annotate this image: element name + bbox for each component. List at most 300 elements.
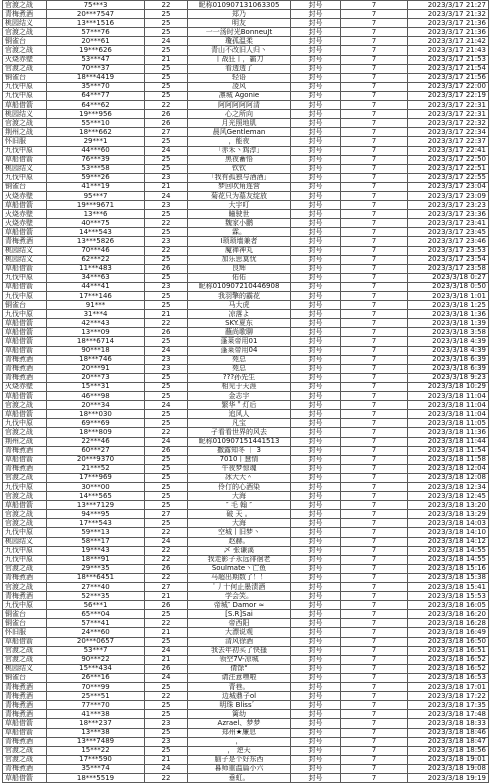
account-cell[interactable]: 44***60 xyxy=(47,146,145,155)
action-cell[interactable]: 封号 xyxy=(291,101,341,110)
datetime-cell[interactable]: 2023/3/18 16:52 xyxy=(408,664,489,673)
level-cell[interactable]: 22 xyxy=(145,101,188,110)
server-cell[interactable]: 官渡之战 xyxy=(3,655,47,664)
account-cell[interactable]: 26***16 xyxy=(47,673,145,682)
level-cell[interactable]: 24 xyxy=(145,191,188,200)
datetime-cell[interactable]: 2023/3/18 18:33 xyxy=(408,719,489,728)
account-cell[interactable]: 24***60 xyxy=(47,628,145,637)
nickname-cell[interactable]: 领空7V-凉城 xyxy=(188,655,291,664)
account-cell[interactable]: 52***35 xyxy=(47,592,145,601)
days-cell[interactable]: 7 xyxy=(341,19,408,28)
days-cell[interactable]: 7 xyxy=(341,10,408,19)
level-cell[interactable]: 25 xyxy=(145,373,188,382)
action-cell[interactable]: 封号 xyxy=(291,210,341,219)
datetime-cell[interactable]: 2023/3/17 21:43 xyxy=(408,46,489,55)
account-cell[interactable]: 17***543 xyxy=(47,519,145,528)
server-cell[interactable]: 草船借箭 xyxy=(3,228,47,237)
level-cell[interactable]: 25 xyxy=(145,464,188,473)
level-cell[interactable]: 23 xyxy=(145,237,188,246)
datetime-cell[interactable]: 2023/3/18 17:48 xyxy=(408,710,489,719)
days-cell[interactable]: 7 xyxy=(341,482,408,491)
action-cell[interactable]: 封号 xyxy=(291,573,341,582)
datetime-cell[interactable]: 2023/3/17 22:51 xyxy=(408,164,489,173)
account-cell[interactable]: 53***47 xyxy=(47,55,145,64)
datetime-cell[interactable]: 2023/3/18 11:36 xyxy=(408,428,489,437)
datetime-cell[interactable]: 2023/3/18 10:29 xyxy=(408,382,489,391)
datetime-cell[interactable]: 2023/3/18 13:29 xyxy=(408,510,489,519)
server-cell[interactable]: 铜雀台 xyxy=(3,182,47,191)
nickname-cell[interactable]: 凡宝 xyxy=(188,419,291,428)
nickname-cell[interactable]: 轻语 xyxy=(188,73,291,82)
days-cell[interactable]: 7 xyxy=(341,664,408,673)
nickname-cell[interactable]: Soulmate丶亡鱼 xyxy=(188,564,291,573)
days-cell[interactable]: 7 xyxy=(341,219,408,228)
nickname-cell[interactable]: 金志宇 xyxy=(188,392,291,401)
days-cell[interactable]: 7 xyxy=(341,583,408,592)
server-cell[interactable]: 官渡之战 xyxy=(3,564,47,573)
server-cell[interactable]: 草船借箭 xyxy=(3,410,47,419)
server-cell[interactable]: 草船借箭 xyxy=(3,155,47,164)
action-cell[interactable]: 封号 xyxy=(291,55,341,64)
action-cell[interactable]: 封号 xyxy=(291,246,341,255)
server-cell[interactable]: 青梅煮酒 xyxy=(3,573,47,582)
level-cell[interactable]: 21 xyxy=(145,755,188,764)
action-cell[interactable]: 封号 xyxy=(291,737,341,746)
datetime-cell[interactable]: 2023/3/17 21:36 xyxy=(408,28,489,37)
action-cell[interactable]: 封号 xyxy=(291,182,341,191)
level-cell[interactable]: 26 xyxy=(145,110,188,119)
account-cell[interactable]: 17***969 xyxy=(47,473,145,482)
account-cell[interactable]: 46***98 xyxy=(47,392,145,401)
days-cell[interactable]: 7 xyxy=(341,46,408,55)
datetime-cell[interactable]: 2023/3/18 0:50 xyxy=(408,282,489,291)
datetime-cell[interactable]: 2023/3/17 21:42 xyxy=(408,37,489,46)
server-cell[interactable]: 官渡之战 xyxy=(3,646,47,655)
datetime-cell[interactable]: 2023/3/18 11:04 xyxy=(408,410,489,419)
nickname-cell[interactable]: 空城丨旧梦丶 xyxy=(188,528,291,537)
server-cell[interactable]: 官渡之战 xyxy=(3,46,47,55)
nickname-cell[interactable]: 清风徐酒 xyxy=(188,637,291,646)
server-cell[interactable]: 草船借箭 xyxy=(3,201,47,210)
nickname-cell[interactable]: 蓬莱帝用04 xyxy=(188,346,291,355)
level-cell[interactable]: 25 xyxy=(145,382,188,391)
action-cell[interactable]: 封号 xyxy=(291,82,341,91)
datetime-cell[interactable]: 2023/3/18 13:20 xyxy=(408,501,489,510)
server-cell[interactable]: 铜雀台 xyxy=(3,73,47,82)
datetime-cell[interactable]: 2023/3/18 12:34 xyxy=(408,482,489,491)
server-cell[interactable]: 九伐中原 xyxy=(3,601,47,610)
server-cell[interactable]: 火烧赤壁 xyxy=(3,191,47,200)
account-cell[interactable]: 14***565 xyxy=(47,492,145,501)
datetime-cell[interactable]: 2023/3/17 23:54 xyxy=(408,255,489,264)
action-cell[interactable]: 封号 xyxy=(291,455,341,464)
server-cell[interactable]: 青梅煮酒 xyxy=(3,364,47,373)
nickname-cell[interactable]: 倩馀° xyxy=(188,664,291,673)
days-cell[interactable]: 7 xyxy=(341,310,408,319)
server-cell[interactable]: 铜雀台 xyxy=(3,610,47,619)
nickname-cell[interactable]: 大海 xyxy=(188,519,291,528)
datetime-cell[interactable]: 2023/3/17 23:53 xyxy=(408,246,489,255)
nickname-cell[interactable]: 晨风Gentleman xyxy=(188,128,291,137)
days-cell[interactable]: 7 xyxy=(341,246,408,255)
nickname-cell[interactable]: 马超出期数了！！ xyxy=(188,573,291,582)
level-cell[interactable]: 25 xyxy=(145,337,188,346)
server-cell[interactable]: 草船借箭 xyxy=(3,337,47,346)
account-cell[interactable]: 53***58 xyxy=(47,164,145,173)
days-cell[interactable]: 7 xyxy=(341,201,408,210)
action-cell[interactable]: 封号 xyxy=(291,437,341,446)
action-cell[interactable]: 封号 xyxy=(291,137,341,146)
level-cell[interactable]: 26 xyxy=(145,328,188,337)
nickname-cell[interactable]: 瓊孤温柔 xyxy=(188,37,291,46)
nickname-cell[interactable]: ﾟ丿十何止墨渍酒 xyxy=(188,583,291,592)
nickname-cell[interactable]: 苑总 xyxy=(188,355,291,364)
action-cell[interactable]: 封号 xyxy=(291,337,341,346)
datetime-cell[interactable]: 2023/3/17 22:31 xyxy=(408,101,489,110)
level-cell[interactable]: 25 xyxy=(145,155,188,164)
level-cell[interactable]: 25 xyxy=(145,610,188,619)
account-cell[interactable]: 18***237 xyxy=(47,719,145,728)
days-cell[interactable]: 7 xyxy=(341,555,408,564)
level-cell[interactable]: 24 xyxy=(145,37,188,46)
days-cell[interactable]: 7 xyxy=(341,337,408,346)
account-cell[interactable]: 60***27 xyxy=(47,446,145,455)
level-cell[interactable]: 25 xyxy=(145,292,188,301)
server-cell[interactable]: 官渡之战 xyxy=(3,473,47,482)
datetime-cell[interactable]: 2023/3/17 21:36 xyxy=(408,19,489,28)
nickname-cell[interactable]: 追风人 xyxy=(188,410,291,419)
server-cell[interactable]: 草船借箭 xyxy=(3,319,47,328)
nickname-cell[interactable]: 一一汤时光BonneuJt xyxy=(188,28,291,37)
datetime-cell[interactable]: 2023/3/18 16:52 xyxy=(408,655,489,664)
account-cell[interactable]: 11***483 xyxy=(47,264,145,273)
datetime-cell[interactable]: 2023/3/18 12:45 xyxy=(408,492,489,501)
server-cell[interactable]: 草船借箭 xyxy=(3,101,47,110)
nickname-cell[interactable]: 我去年初买了快搔 xyxy=(188,646,291,655)
nickname-cell[interactable]: 蓬莱帝用01 xyxy=(188,337,291,346)
level-cell[interactable]: 26 xyxy=(145,119,188,128)
server-cell[interactable]: 火烧赤壁 xyxy=(3,55,47,64)
nickname-cell[interactable]: 昵称010907131063305 xyxy=(188,1,291,10)
level-cell[interactable]: 25 xyxy=(145,19,188,28)
nickname-cell[interactable]: 大漂说观 xyxy=(188,628,291,637)
nickname-cell[interactable]: 阿阿阿阿阿清 xyxy=(188,101,291,110)
server-cell[interactable]: 青梅煮酒 xyxy=(3,10,47,19)
account-cell[interactable]: 13***38 xyxy=(47,728,145,737)
level-cell[interactable]: 25 xyxy=(145,492,188,501)
nickname-cell[interactable]: 赵赫。 xyxy=(188,537,291,546)
level-cell[interactable]: 25 xyxy=(145,301,188,310)
days-cell[interactable]: 7 xyxy=(341,164,408,173)
nickname-cell[interactable]: Azrael、梦梦 xyxy=(188,719,291,728)
action-cell[interactable]: 封号 xyxy=(291,583,341,592)
days-cell[interactable]: 7 xyxy=(341,410,408,419)
datetime-cell[interactable]: 2023/3/18 19:19 xyxy=(408,773,489,782)
days-cell[interactable]: 7 xyxy=(341,637,408,646)
account-cell[interactable]: 20***9370 xyxy=(47,455,145,464)
level-cell[interactable]: 25 xyxy=(145,410,188,419)
action-cell[interactable]: 封号 xyxy=(291,146,341,155)
action-cell[interactable]: 封号 xyxy=(291,728,341,737)
action-cell[interactable]: 封号 xyxy=(291,91,341,100)
account-cell[interactable]: 18***662 xyxy=(47,128,145,137)
datetime-cell[interactable]: 2023/3/18 1:36 xyxy=(408,310,489,319)
account-cell[interactable]: 17***146 xyxy=(47,292,145,301)
days-cell[interactable]: 7 xyxy=(341,392,408,401)
nickname-cell[interactable]: ″ 毛 翰 ″ xyxy=(188,501,291,510)
nickname-cell[interactable]: 青巷。 xyxy=(188,683,291,692)
days-cell[interactable]: 7 xyxy=(341,191,408,200)
level-cell[interactable]: 25 xyxy=(145,701,188,710)
server-cell[interactable]: 桃园结义 xyxy=(3,19,47,28)
level-cell[interactable]: 27 xyxy=(145,583,188,592)
account-cell[interactable]: 13***09 xyxy=(47,328,145,337)
days-cell[interactable]: 7 xyxy=(341,683,408,692)
days-cell[interactable]: 7 xyxy=(341,537,408,546)
server-cell[interactable]: 九伐中原 xyxy=(3,528,47,537)
server-cell[interactable]: 九伐中原 xyxy=(3,91,47,100)
nickname-cell[interactable]: 苑总 xyxy=(188,364,291,373)
account-cell[interactable]: 25***51 xyxy=(47,692,145,701)
account-cell[interactable]: 15***22 xyxy=(47,746,145,755)
nickname-cell[interactable]: 郑乃 xyxy=(188,10,291,19)
action-cell[interactable]: 封号 xyxy=(291,428,341,437)
days-cell[interactable]: 7 xyxy=(341,364,408,373)
days-cell[interactable]: 7 xyxy=(341,91,408,100)
server-cell[interactable]: 铜雀台 xyxy=(3,673,47,682)
datetime-cell[interactable]: 2023/3/17 22:34 xyxy=(408,128,489,137)
days-cell[interactable]: 7 xyxy=(341,746,408,755)
action-cell[interactable]: 封号 xyxy=(291,373,341,382)
server-cell[interactable]: 青梅煮酒 xyxy=(3,683,47,692)
account-cell[interactable]: 19***43 xyxy=(47,546,145,555)
datetime-cell[interactable]: 2023/3/17 22:41 xyxy=(408,146,489,155)
account-cell[interactable]: 44***41 xyxy=(47,282,145,291)
nickname-cell[interactable]: 良辉 xyxy=(188,264,291,273)
level-cell[interactable]: 24 xyxy=(145,646,188,655)
nickname-cell[interactable]: 钦钦 xyxy=(188,164,291,173)
server-cell[interactable]: 桃园结义 xyxy=(3,255,47,264)
server-cell[interactable]: 草船借箭 xyxy=(3,773,47,782)
action-cell[interactable]: 封号 xyxy=(291,128,341,137)
action-cell[interactable]: 封号 xyxy=(291,637,341,646)
datetime-cell[interactable]: 2023/3/18 14:03 xyxy=(408,519,489,528)
action-cell[interactable]: 封号 xyxy=(291,164,341,173)
nickname-cell[interactable]: 凉落よ xyxy=(188,310,291,319)
action-cell[interactable]: 封号 xyxy=(291,555,341,564)
level-cell[interactable]: 25 xyxy=(145,137,188,146)
action-cell[interactable]: 封号 xyxy=(291,328,341,337)
datetime-cell[interactable]: 2023/3/18 6:39 xyxy=(408,355,489,364)
nickname-cell[interactable]: 丨战狂丨，霸刀 xyxy=(188,55,291,64)
account-cell[interactable]: 15***31 xyxy=(47,382,145,391)
account-cell[interactable]: 18***746 xyxy=(47,355,145,364)
nickname-cell[interactable]: 孑看看世界的风去 xyxy=(188,428,291,437)
datetime-cell[interactable]: 2023/3/18 11:44 xyxy=(408,437,489,446)
days-cell[interactable]: 7 xyxy=(341,328,408,337)
account-cell[interactable]: 75***3 xyxy=(47,1,145,10)
server-cell[interactable]: 草船借箭 xyxy=(3,392,47,401)
days-cell[interactable]: 7 xyxy=(341,528,408,537)
server-cell[interactable]: 青梅煮酒 xyxy=(3,701,47,710)
datetime-cell[interactable]: 2023/3/18 3:58 xyxy=(408,328,489,337)
nickname-cell[interactable]: 瞳驶世 xyxy=(188,210,291,219)
nickname-cell[interactable]: 「我有孤独与酒酒」 xyxy=(188,173,291,182)
datetime-cell[interactable]: 2023/3/18 17:35 xyxy=(408,701,489,710)
datetime-cell[interactable]: 2023/3/17 23:45 xyxy=(408,228,489,237)
account-cell[interactable]: 35***74 xyxy=(47,764,145,773)
server-cell[interactable]: 铜雀台 xyxy=(3,619,47,628)
action-cell[interactable]: 封号 xyxy=(291,655,341,664)
nickname-cell[interactable]: 午夜梦惊魂 xyxy=(188,464,291,473)
nickname-cell[interactable]: 菊花只为墓友绽放 xyxy=(188,191,291,200)
days-cell[interactable]: 7 xyxy=(341,673,408,682)
days-cell[interactable]: 7 xyxy=(341,464,408,473)
server-cell[interactable]: 草船借箭 xyxy=(3,282,47,291)
days-cell[interactable]: 7 xyxy=(341,64,408,73)
action-cell[interactable]: 封号 xyxy=(291,64,341,73)
nickname-cell[interactable]: 撒露知冬 ｜ 3 xyxy=(188,446,291,455)
account-cell[interactable]: 27***40 xyxy=(47,583,145,592)
account-cell[interactable]: 65***04 xyxy=(47,610,145,619)
account-cell[interactable]: 57***76 xyxy=(47,28,145,37)
datetime-cell[interactable]: 2023/3/17 22:31 xyxy=(408,110,489,119)
action-cell[interactable]: 封号 xyxy=(291,346,341,355)
action-cell[interactable]: 封号 xyxy=(291,473,341,482)
account-cell[interactable]: 35***70 xyxy=(47,82,145,91)
nickname-cell[interactable]: 青山不改旧人归丶 xyxy=(188,46,291,55)
account-cell[interactable]: 19***9671 xyxy=(47,201,145,210)
days-cell[interactable]: 7 xyxy=(341,564,408,573)
account-cell[interactable]: 19***956 xyxy=(47,110,145,119)
level-cell[interactable]: 23 xyxy=(145,355,188,364)
action-cell[interactable]: 封号 xyxy=(291,528,341,537)
action-cell[interactable]: 封号 xyxy=(291,510,341,519)
server-cell[interactable]: 官渡之战 xyxy=(3,1,47,10)
account-cell[interactable]: 59***26 xyxy=(47,173,145,182)
account-cell[interactable]: 55***10 xyxy=(47,119,145,128)
nickname-cell[interactable]: 脑子是个好东西 xyxy=(188,755,291,764)
account-cell[interactable]: 91*** xyxy=(47,301,145,310)
action-cell[interactable]: 封号 xyxy=(291,610,341,619)
days-cell[interactable]: 7 xyxy=(341,119,408,128)
server-cell[interactable]: 官渡之战 xyxy=(3,755,47,764)
action-cell[interactable]: 封号 xyxy=(291,673,341,682)
datetime-cell[interactable]: 2023/3/17 23:04 xyxy=(408,182,489,191)
account-cell[interactable]: 19***626 xyxy=(47,46,145,55)
days-cell[interactable]: 7 xyxy=(341,182,408,191)
action-cell[interactable]: 封号 xyxy=(291,401,341,410)
account-cell[interactable]: 95***7 xyxy=(47,191,145,200)
server-cell[interactable]: 青梅煮酒 xyxy=(3,446,47,455)
nickname-cell[interactable]: ， xyxy=(188,737,291,746)
account-cell[interactable]: 70***99 xyxy=(47,683,145,692)
server-cell[interactable]: 青梅煮酒 xyxy=(3,710,47,719)
level-cell[interactable]: 25 xyxy=(145,210,188,219)
action-cell[interactable]: 封号 xyxy=(291,755,341,764)
days-cell[interactable]: 7 xyxy=(341,473,408,482)
action-cell[interactable]: 封号 xyxy=(291,292,341,301)
days-cell[interactable]: 7 xyxy=(341,319,408,328)
datetime-cell[interactable]: 2023/3/18 11:58 xyxy=(408,455,489,464)
datetime-cell[interactable]: 2023/3/18 18:46 xyxy=(408,728,489,737)
action-cell[interactable]: 封号 xyxy=(291,73,341,82)
server-cell[interactable]: 九伐中原 xyxy=(3,310,47,319)
action-cell[interactable]: 封号 xyxy=(291,301,341,310)
server-cell[interactable]: 桃园结义 xyxy=(3,164,47,173)
days-cell[interactable]: 7 xyxy=(341,692,408,701)
account-cell[interactable]: 13***5826 xyxy=(47,237,145,246)
action-cell[interactable]: 封号 xyxy=(291,492,341,501)
nickname-cell[interactable]: ， 逆天 xyxy=(188,746,291,755)
server-cell[interactable]: 官渡之战 xyxy=(3,119,47,128)
datetime-cell[interactable]: 2023/3/17 23:41 xyxy=(408,219,489,228)
level-cell[interactable]: 25 xyxy=(145,637,188,646)
server-cell[interactable]: 草船借箭 xyxy=(3,264,47,273)
datetime-cell[interactable]: 2023/3/18 15:53 xyxy=(408,592,489,601)
nickname-cell[interactable]: ，能夜 xyxy=(188,137,291,146)
level-cell[interactable]: 25 xyxy=(145,82,188,91)
days-cell[interactable]: 7 xyxy=(341,510,408,519)
level-cell[interactable]: 26 xyxy=(145,264,188,273)
datetime-cell[interactable]: 2023/3/17 22:00 xyxy=(408,82,489,91)
account-cell[interactable]: 64***62 xyxy=(47,101,145,110)
level-cell[interactable]: 25 xyxy=(145,164,188,173)
server-cell[interactable]: 草船借箭 xyxy=(3,346,47,355)
action-cell[interactable]: 封号 xyxy=(291,273,341,282)
days-cell[interactable]: 7 xyxy=(341,146,408,155)
days-cell[interactable]: 7 xyxy=(341,601,408,610)
level-cell[interactable]: 23 xyxy=(145,282,188,291)
days-cell[interactable]: 7 xyxy=(341,282,408,291)
nickname-cell[interactable]: 繁华＂灯后 xyxy=(188,401,291,410)
action-cell[interactable]: 封号 xyxy=(291,601,341,610)
account-cell[interactable]: 58***17 xyxy=(47,537,145,546)
level-cell[interactable]: 25 xyxy=(145,28,188,37)
nickname-cell[interactable]: 相见于天涯 xyxy=(188,382,291,391)
datetime-cell[interactable]: 2023/3/18 11:54 xyxy=(408,446,489,455)
days-cell[interactable]: 7 xyxy=(341,610,408,619)
datetime-cell[interactable]: 2023/3/18 14:55 xyxy=(408,546,489,555)
action-cell[interactable]: 封号 xyxy=(291,155,341,164)
level-cell[interactable]: 25 xyxy=(145,455,188,464)
nickname-cell[interactable]: 我羽擎的霸花 xyxy=(188,292,291,301)
account-cell[interactable]: 41***38 xyxy=(47,710,145,719)
nickname-cell[interactable]: 帝城″ Damor ≈ xyxy=(188,601,291,610)
action-cell[interactable]: 封号 xyxy=(291,646,341,655)
level-cell[interactable]: 24 xyxy=(145,764,188,773)
days-cell[interactable]: 7 xyxy=(341,428,408,437)
nickname-cell[interactable]: 月光照地肌 xyxy=(188,119,291,128)
account-cell[interactable]: 13***7489 xyxy=(47,737,145,746)
days-cell[interactable]: 7 xyxy=(341,701,408,710)
action-cell[interactable]: 封号 xyxy=(291,119,341,128)
account-cell[interactable]: 42***43 xyxy=(47,319,145,328)
server-cell[interactable]: 青梅煮酒 xyxy=(3,764,47,773)
nickname-cell[interactable]: 破 天 。 xyxy=(188,510,291,519)
datetime-cell[interactable]: 2023/3/17 22:37 xyxy=(408,137,489,146)
action-cell[interactable]: 封号 xyxy=(291,392,341,401)
nickname-cell[interactable]: 心之所向 xyxy=(188,110,291,119)
datetime-cell[interactable]: 2023/3/18 14:10 xyxy=(408,528,489,537)
level-cell[interactable]: 25 xyxy=(145,501,188,510)
days-cell[interactable]: 7 xyxy=(341,764,408,773)
action-cell[interactable]: 封号 xyxy=(291,446,341,455)
datetime-cell[interactable]: 2023/3/17 21:27 xyxy=(408,1,489,10)
datetime-cell[interactable]: 2023/3/18 1:25 xyxy=(408,301,489,310)
days-cell[interactable]: 7 xyxy=(341,292,408,301)
account-cell[interactable]: 64***77 xyxy=(47,91,145,100)
